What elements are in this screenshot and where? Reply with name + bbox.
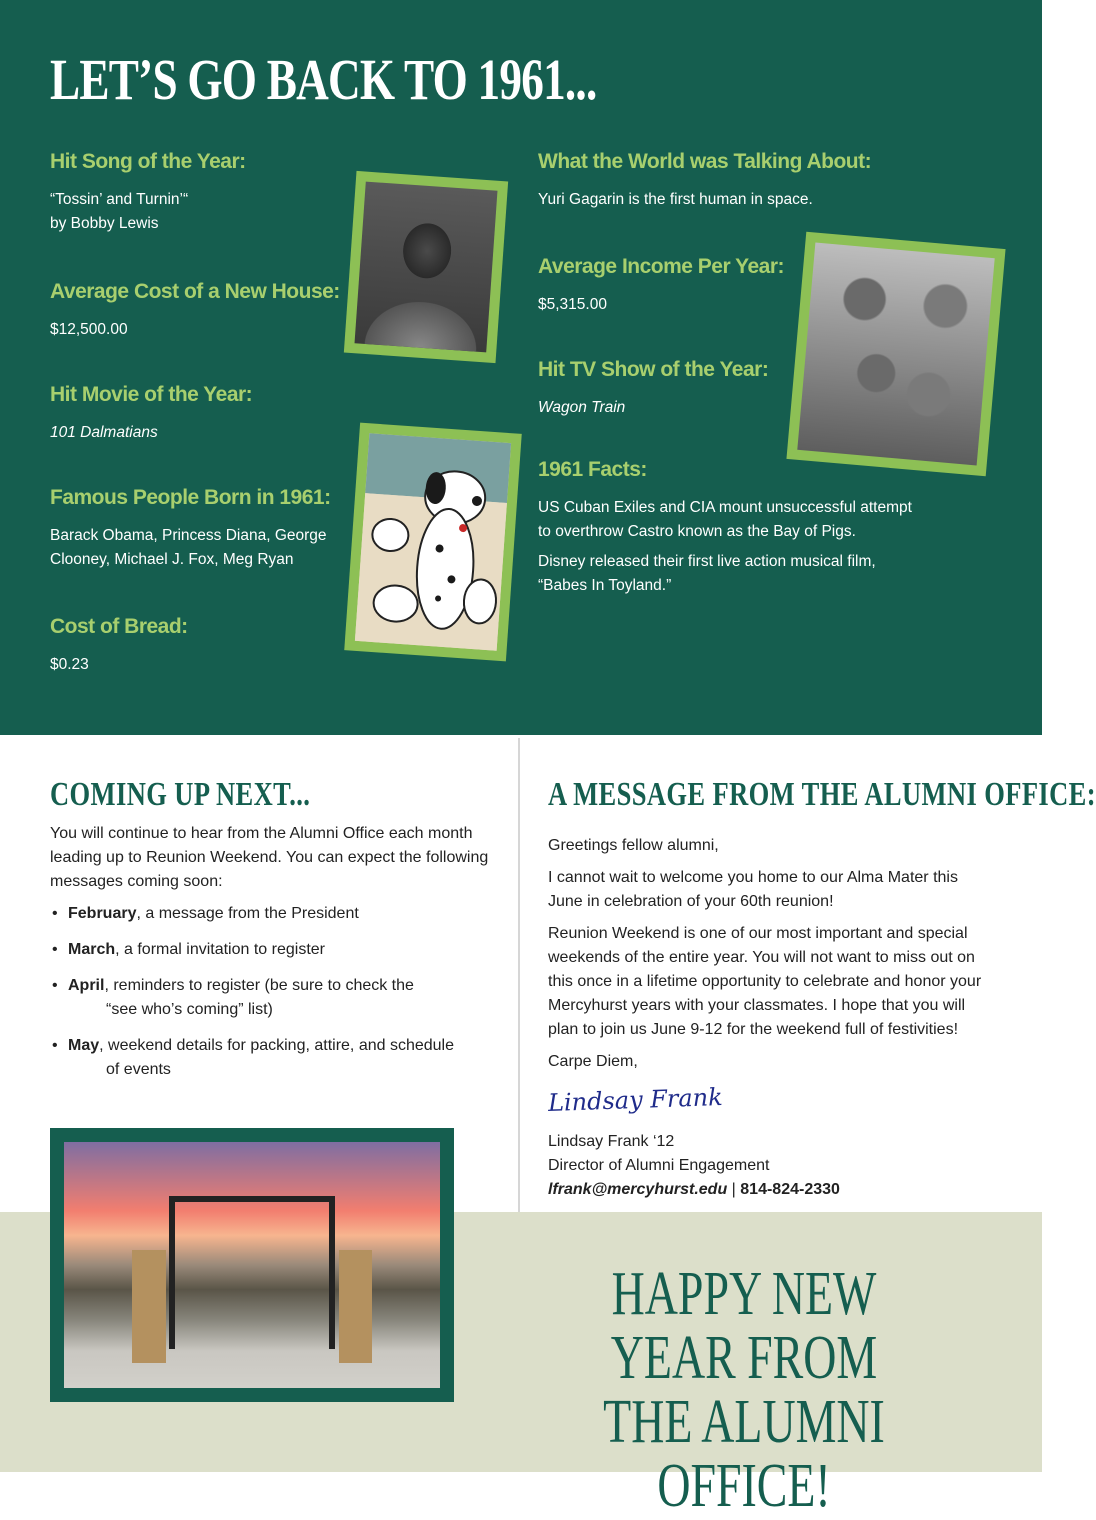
list-item-month: February	[68, 905, 137, 922]
list-item	[50, 938, 490, 962]
list-item	[50, 1034, 490, 1082]
fact-value: 101 Dalmatians	[50, 424, 158, 441]
fact-income	[538, 255, 784, 317]
nostalgia-section	[0, 0, 1042, 735]
fact-house-cost	[50, 280, 340, 342]
fact-line: US Cuban Exiles and CIA mount unsuccessful attempt	[538, 499, 912, 516]
fact-line: “Tossin’ and Turnin’“	[50, 191, 189, 208]
fact-value	[50, 524, 331, 572]
footer-line: HAPPY NEW YEAR FROM	[610, 1260, 878, 1392]
tv-cast-photo-image	[797, 243, 994, 466]
fact-heading: Cost of Bread:	[50, 615, 188, 638]
fact-heading: Hit Song of the Year:	[50, 150, 246, 173]
message-greeting: Greetings fellow alumni,	[548, 837, 719, 854]
fact-paragraph	[538, 496, 912, 544]
list-item-text: , reminders to register (be sure to check the	[104, 977, 414, 994]
campus-gate-photo-image	[64, 1142, 440, 1388]
dalmatian-photo-image	[355, 433, 511, 650]
gate-post-left	[132, 1250, 166, 1363]
fact-hit-song	[50, 150, 246, 236]
list-item	[50, 974, 490, 1022]
fact-line: “Babes In Toyland.”	[538, 577, 672, 594]
list-item-month: May	[68, 1037, 100, 1054]
fact-1961-facts	[538, 458, 912, 604]
singer-photo	[344, 171, 508, 363]
signature: Lindsay Frank	[547, 1082, 724, 1118]
list-item-month: March	[68, 941, 116, 958]
signer-name: Lindsay Frank ‘12	[548, 1133, 675, 1150]
upcoming-messages-list	[50, 902, 490, 1082]
fact-line: to overthrow Castro known as the Bay of Pigs.	[538, 523, 856, 540]
footer-line: THE ALUMNI OFFICE!	[603, 1388, 885, 1520]
fact-line: Clooney, Michael J. Fox, Meg Ryan	[50, 551, 294, 568]
tv-cast-photo	[786, 232, 1005, 477]
signer-contact	[548, 1178, 993, 1202]
fact-hit-movie	[50, 383, 252, 445]
fact-paragraph	[538, 550, 912, 598]
fact-heading: Average Cost of a New House:	[50, 280, 340, 303]
message-closing: Carpe Diem,	[548, 1053, 638, 1070]
contact-separator: |	[727, 1181, 741, 1198]
column-divider	[518, 738, 520, 1213]
list-item-continuation: “see who’s coming” list)	[106, 1001, 273, 1018]
list-item-text: , weekend details for packing, attire, and schedule	[99, 1037, 455, 1054]
message-title: A MESSAGE FROM THE ALUMNI OFFICE:	[548, 776, 1096, 813]
fact-world-talk	[538, 150, 871, 212]
campus-gate-photo	[50, 1128, 454, 1402]
fact-value: $12,500.00	[50, 321, 128, 338]
fact-heading: Average Income Per Year:	[538, 255, 784, 278]
fact-value: Yuri Gagarin is the first human in space.	[538, 191, 813, 208]
coming-up-intro: You will continue to hear from the Alumni Office each month leading up to Reunion Weekend. You can expect the following messages coming soon:	[50, 825, 489, 890]
gate-arch	[169, 1196, 334, 1349]
message-body	[548, 834, 993, 1082]
list-item	[50, 902, 490, 926]
message-paragraph-1: I cannot wait to welcome you home to our Alma Mater this June in celebration of your 60th reunion!	[548, 869, 958, 910]
fact-heading: What the World was Talking About:	[538, 150, 872, 173]
singer-photo-image	[355, 182, 498, 353]
fact-line: by Bobby Lewis	[50, 215, 159, 232]
coming-up-body	[50, 822, 490, 1094]
email-link[interactable]: lfrank@mercyhurst.edu	[548, 1181, 728, 1198]
fact-line: Disney released their first live action musical film,	[538, 553, 876, 570]
phone-number: 814-824-2330	[740, 1181, 840, 1198]
happy-new-year-message	[552, 1262, 937, 1518]
fact-value	[50, 188, 246, 236]
list-item-text: , a message from the President	[136, 905, 359, 922]
dalmatian-illustration	[355, 433, 511, 650]
fact-heading: Famous People Born in 1961:	[50, 486, 331, 509]
page-title: LET’S GO BACK TO 1961...	[50, 47, 597, 112]
fact-heading: Hit TV Show of the Year:	[538, 358, 769, 381]
fact-line: Barack Obama, Princess Diana, George	[50, 527, 327, 544]
signer-block	[548, 1130, 993, 1202]
dalmatian-photo	[344, 423, 522, 662]
message-paragraph-2: Reunion Weekend is one of our most important and special weekends of the entire year. You will not want to miss out on this once in a lifetime opportunity to celebrate and honor your Mercyhurst years with your classmates. I hope that you will plan to join us June 9-12 for the weekend full of festivities!	[548, 925, 982, 1038]
fact-value: $0.23	[50, 656, 89, 673]
coming-up-title: COMING UP NEXT...	[50, 776, 311, 813]
fact-heading: 1961 Facts:	[538, 458, 647, 481]
gate-post-right	[339, 1250, 373, 1363]
fact-value	[538, 496, 912, 598]
fact-hit-tv	[538, 358, 768, 420]
signer-role: Director of Alumni Engagement	[548, 1157, 770, 1174]
fact-value: Wagon Train	[538, 399, 626, 416]
list-item-text: , a formal invitation to register	[115, 941, 325, 958]
fact-famous-born	[50, 486, 331, 572]
list-item-continuation: of events	[106, 1061, 171, 1078]
fact-bread-cost	[50, 615, 188, 677]
fact-heading: Hit Movie of the Year:	[50, 383, 253, 406]
list-item-month: April	[68, 977, 105, 994]
fact-value: $5,315.00	[538, 296, 607, 313]
